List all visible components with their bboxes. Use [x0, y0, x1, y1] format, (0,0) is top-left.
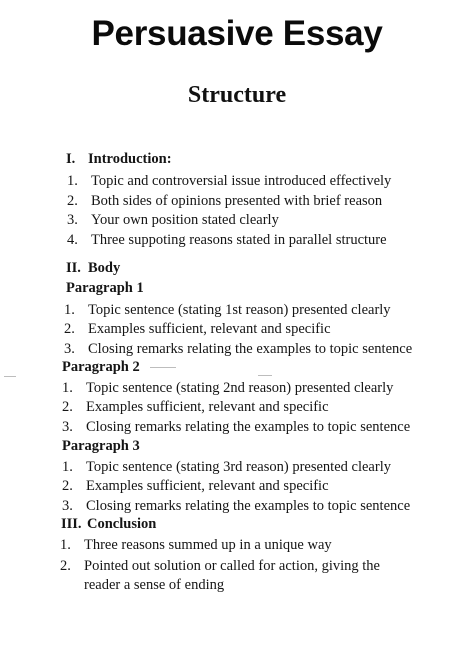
section-numeral: I. — [66, 151, 76, 167]
section-heading-conclusion — [61, 515, 156, 533]
item-text: Pointed out solution or called for action, giving the — [84, 558, 380, 574]
list-item — [64, 320, 331, 338]
list-item — [67, 231, 387, 249]
item-text: Topic sentence (stating 3rd reason) presented clearly — [86, 459, 391, 475]
scan-speck — [150, 367, 176, 368]
item-number: 2. — [60, 558, 71, 574]
item-text: Examples sufficient, relevant and specific — [86, 478, 329, 494]
list-item — [67, 192, 382, 210]
item-number: 1. — [62, 380, 73, 396]
item-text: Topic sentence (stating 2nd reason) presented clearly — [86, 380, 394, 396]
item-text: Closing remarks relating the examples to topic sentence — [86, 419, 411, 435]
page-subtitle: Structure — [187, 82, 287, 108]
item-number: 3. — [62, 419, 73, 435]
item-number: 4. — [67, 232, 78, 248]
scan-speck — [258, 375, 272, 376]
paragraph-heading: Paragraph 2 — [62, 359, 140, 375]
item-number: 1. — [62, 459, 73, 475]
item-number: 2. — [62, 478, 73, 494]
item-number: 3. — [67, 212, 78, 228]
item-text: Both sides of opinions presented with brief reason — [91, 193, 383, 209]
list-item — [60, 557, 380, 575]
scan-speck — [4, 376, 16, 377]
item-number: 1. — [67, 173, 78, 189]
item-text: Three reasons summed up in a unique way — [84, 537, 332, 553]
page-title: Persuasive Essay — [91, 14, 383, 53]
section-title: Conclusion — [87, 516, 157, 532]
item-number: 2. — [62, 399, 73, 415]
item-number: 3. — [64, 341, 75, 357]
list-item — [67, 172, 391, 190]
section-numeral: II. — [66, 260, 81, 276]
section-title: Introduction: — [88, 151, 172, 167]
list-item — [64, 340, 412, 358]
list-item — [62, 398, 329, 416]
item-number: 2. — [67, 193, 78, 209]
item-text: Topic and controversial issue introduced effectively — [91, 173, 392, 189]
item-number: 3. — [62, 498, 73, 514]
item-text: Closing remarks relating the examples to topic sentence — [88, 341, 413, 357]
item-text: Three suppoting reasons stated in parallel structure — [91, 232, 387, 248]
list-item — [62, 497, 410, 515]
list-item — [64, 301, 391, 319]
section-title: Body — [88, 260, 121, 276]
section-heading-body — [66, 259, 120, 277]
section-numeral: III. — [61, 516, 82, 532]
list-item — [62, 477, 329, 495]
item-number: 1. — [60, 537, 71, 553]
section-heading-introduction — [66, 150, 172, 168]
list-item — [62, 418, 410, 436]
item-text: Topic sentence (stating 1st reason) presented clearly — [88, 302, 391, 318]
paragraph-heading: Paragraph 3 — [62, 438, 140, 454]
list-item — [62, 379, 393, 397]
list-item-continuation: reader a sense of ending — [84, 577, 225, 593]
list-item — [60, 536, 332, 554]
item-number: 2. — [64, 321, 75, 337]
item-text: Closing remarks relating the examples to topic sentence — [86, 498, 411, 514]
item-text: Examples sufficient, relevant and specific — [88, 321, 331, 337]
paragraph-heading: Paragraph 1 — [66, 280, 144, 296]
item-number: 1. — [64, 302, 75, 318]
list-item — [67, 211, 279, 229]
item-text: Examples sufficient, relevant and specific — [86, 399, 329, 415]
item-text: Your own position stated clearly — [91, 212, 279, 228]
list-item — [62, 458, 391, 476]
